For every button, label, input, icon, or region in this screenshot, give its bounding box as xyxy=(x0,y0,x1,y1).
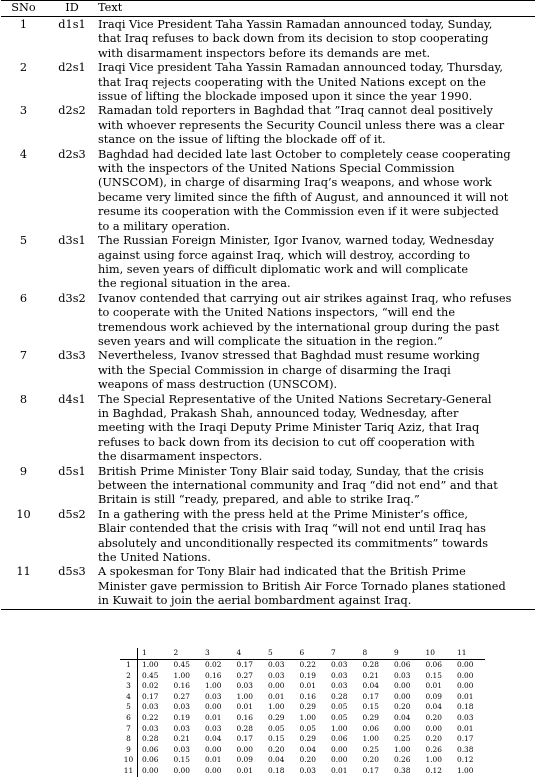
row-sno: 11 xyxy=(1,565,46,609)
text-line: A spokesman for Tony Blair had indicated that the British Prime xyxy=(98,565,466,579)
matrix-cell: 0.04 xyxy=(394,712,411,722)
table-row xyxy=(1,349,535,392)
matrix-cell: 1.00 xyxy=(299,712,316,722)
matrix-cell: 0.06 xyxy=(394,660,411,669)
row-sno: 9 xyxy=(19,464,28,478)
matrix-cell: 0.17 xyxy=(236,660,253,669)
text-line: the regional situation in the area. xyxy=(98,277,291,291)
row-sno: 3 xyxy=(19,104,28,118)
header-id: ID xyxy=(46,1,98,17)
matrix-cell: 0.02 xyxy=(205,660,222,669)
matrix-cell: 0.05 xyxy=(299,723,316,733)
matrix-cell: 0.19 xyxy=(299,670,316,680)
matrix-cell: 0.01 xyxy=(425,681,442,691)
matrix-row xyxy=(120,766,485,777)
text-line: refuses to back down from its decision to cut off cooperation with xyxy=(98,435,475,449)
row-sno: 7 xyxy=(19,349,28,363)
matrix-cell: 0.00 xyxy=(236,744,253,754)
row-text xyxy=(98,17,535,62)
text-line: The Special Representative of the United Nations Secretary-General xyxy=(98,392,492,406)
matrix-cell: 0.29 xyxy=(299,702,316,712)
matrix-cell: 0.04 xyxy=(362,681,379,691)
matrix-row xyxy=(120,681,485,692)
matrix-cell: 1.00 xyxy=(173,670,190,680)
matrix-corner xyxy=(120,648,138,660)
row-id: d3s2 xyxy=(58,291,86,305)
matrix-row-label: 9 xyxy=(120,745,138,756)
matrix-cell: 0.00 xyxy=(425,723,442,733)
row-id: d4s1 xyxy=(58,392,86,406)
text-line: Nevertheless, Ivanov stressed that Baghdad must resume working xyxy=(98,349,480,363)
matrix-cell: 0.03 xyxy=(173,702,190,712)
row-text xyxy=(98,565,535,609)
row-text xyxy=(98,292,535,350)
row-sno: 6 xyxy=(19,291,28,305)
matrix-cell: 0.04 xyxy=(425,702,442,712)
table-row xyxy=(1,508,535,566)
row-text xyxy=(98,148,535,234)
matrix-cell: 0.02 xyxy=(142,681,159,691)
matrix-cell: 0.21 xyxy=(173,734,190,744)
matrix-row-label: 5 xyxy=(120,702,138,713)
row-text xyxy=(98,393,535,465)
text-line: issue of lifting the blockade imposed upon it since the year 1990. xyxy=(98,90,473,104)
table-row xyxy=(1,17,535,62)
matrix-cell: 0.01 xyxy=(236,765,253,775)
matrix-cell: 0.25 xyxy=(394,734,411,744)
matrix-cell: 1.00 xyxy=(394,744,411,754)
matrix-cell: 0.03 xyxy=(173,723,190,733)
text-line: In a gathering with the press held at the Prime Minister’s office, xyxy=(98,507,468,521)
text-line: that Iraq refuses to back down from its decision to stop cooperating xyxy=(98,32,489,46)
similarity-matrix-body xyxy=(120,660,485,777)
row-sno: 10 xyxy=(16,507,31,521)
row-id: d5s2 xyxy=(58,507,86,521)
matrix-cell: 1.00 xyxy=(268,702,285,712)
matrix-row xyxy=(120,660,485,671)
matrix-cell: 0.16 xyxy=(205,670,222,680)
table-row xyxy=(1,61,535,104)
matrix-cell: 0.03 xyxy=(205,723,222,733)
matrix-cell: 1.00 xyxy=(362,734,379,744)
matrix-cell: 1.00 xyxy=(331,723,348,733)
text-line: with the inspectors of the United Nations Special Commission xyxy=(98,162,455,176)
matrix-cell: 0.04 xyxy=(205,734,222,744)
text-line: between the international community and Iraq “did not end” and that xyxy=(98,479,498,492)
matrix-cell: 0.09 xyxy=(236,755,253,765)
matrix-cell: 0.15 xyxy=(268,734,285,744)
text-line: against using force against Iraq, which will destroy, according to xyxy=(98,248,471,262)
matrix-cell: 0.04 xyxy=(299,744,316,754)
matrix-cell: 0.20 xyxy=(425,712,442,722)
matrix-cell: 0.29 xyxy=(299,734,316,744)
row-text xyxy=(98,104,535,147)
row-sno: 1 xyxy=(19,18,28,31)
text-line: Ramadan told reporters in Baghdad that ”Iraq cannot deal positively xyxy=(98,104,493,118)
table-row xyxy=(1,393,535,465)
matrix-cell: 0.27 xyxy=(236,670,253,680)
matrix-cell: 0.01 xyxy=(457,723,474,733)
matrix-row-label: 7 xyxy=(120,724,138,735)
matrix-cell: 0.45 xyxy=(142,670,159,680)
sentence-table-header xyxy=(1,1,535,17)
matrix-cell: 0.20 xyxy=(394,702,411,712)
matrix-cell: 0.28 xyxy=(331,691,348,701)
row-id: d2s2 xyxy=(58,104,86,118)
matrix-col-label: 6 xyxy=(296,648,328,660)
text-line: Blair contended that the crisis with Iraq “will not end until Iraq has xyxy=(98,522,486,536)
matrix-cell: 0.18 xyxy=(268,765,285,775)
table-row xyxy=(1,148,535,234)
matrix-row xyxy=(120,671,485,682)
matrix-cell: 0.17 xyxy=(362,691,379,701)
matrix-cell: 1.00 xyxy=(457,765,474,775)
matrix-cell: 0.01 xyxy=(205,712,222,722)
matrix-cell: 0.20 xyxy=(425,734,442,744)
matrix-cell: 0.38 xyxy=(457,744,474,754)
matrix-col-label: 3 xyxy=(201,648,233,660)
matrix-cell: 0.06 xyxy=(142,755,159,765)
sentence-table xyxy=(1,0,535,610)
matrix-cell: 0.03 xyxy=(268,660,285,669)
matrix-cell: 0.28 xyxy=(142,734,159,744)
matrix-row-label: 8 xyxy=(120,734,138,745)
matrix-row xyxy=(120,734,485,745)
matrix-cell: 0.01 xyxy=(299,681,316,691)
matrix-cell: 0.22 xyxy=(142,712,159,722)
text-line: absolutely and unconditionally respected its commitments” towards xyxy=(98,536,489,550)
matrix-cell: 0.26 xyxy=(425,744,442,754)
matrix-col-label: 4 xyxy=(233,648,265,660)
matrix-col-label: 10 xyxy=(422,648,454,660)
matrix-cell: 0.00 xyxy=(331,744,348,754)
matrix-cell: 0.03 xyxy=(331,670,348,680)
matrix-cell: 0.00 xyxy=(268,681,285,691)
matrix-cell: 0.09 xyxy=(425,691,442,701)
matrix-row-label: 10 xyxy=(120,755,138,766)
sentence-table-body xyxy=(1,17,535,610)
matrix-cell: 1.00 xyxy=(205,681,222,691)
table-row xyxy=(1,292,535,350)
matrix-cell: 0.28 xyxy=(236,723,253,733)
matrix-cell: 0.29 xyxy=(362,712,379,722)
matrix-cell: 0.05 xyxy=(268,723,285,733)
row-text xyxy=(98,508,535,566)
matrix-cell: 0.03 xyxy=(142,723,159,733)
text-line: meeting with the Iraqi Deputy Prime Minister Tariq Aziz, that Iraq xyxy=(98,421,480,435)
text-line: Minister gave permission to British Air Force Tornado planes stationed xyxy=(98,579,506,593)
matrix-row-label: 6 xyxy=(120,713,138,724)
text-line: British Prime Minister Tony Blair said today, Sunday, that the crisis xyxy=(98,464,484,478)
matrix-cell: 0.01 xyxy=(457,691,474,701)
text-line: the disarmament inspectors. xyxy=(98,450,263,464)
text-line: (UNSCOM), in charge of disarming Iraq’s weapons, and whose work xyxy=(98,176,492,190)
text-line: in Kuwait to join the aerial bombardment against Iraq. xyxy=(98,594,412,608)
matrix-row xyxy=(120,692,485,703)
matrix-cell: 0.17 xyxy=(236,734,253,744)
text-line: Ivanov contended that carrying out air strikes against Iraq, who refuses xyxy=(98,291,512,305)
text-line: to cooperate with the United Nations inspectors, “will end the xyxy=(98,306,456,320)
matrix-col-label: 9 xyxy=(390,648,422,660)
matrix-row xyxy=(120,702,485,713)
matrix-cell: 0.01 xyxy=(236,702,253,712)
matrix-cell: 1.00 xyxy=(425,755,442,765)
row-id: d3s1 xyxy=(58,234,86,248)
matrix-cell: 0.03 xyxy=(268,670,285,680)
text-line: stance on the issue of lifting the blockade off of it. xyxy=(98,133,386,147)
text-line: that Iraq rejects cooperating with the United Nations except on the xyxy=(98,75,486,89)
matrix-cell: 0.18 xyxy=(457,702,474,712)
table-row xyxy=(1,234,535,292)
matrix-cell: 0.05 xyxy=(331,712,348,722)
matrix-cell: 0.27 xyxy=(173,691,190,701)
matrix-cell: 0.06 xyxy=(362,723,379,733)
row-text xyxy=(98,465,535,508)
matrix-cell: 0.38 xyxy=(394,765,411,775)
matrix-cell: 0.00 xyxy=(173,765,190,775)
row-id: d1s1 xyxy=(58,18,86,31)
row-id: d2s3 xyxy=(58,147,86,161)
matrix-cell: 0.15 xyxy=(425,670,442,680)
matrix-cell: 0.20 xyxy=(299,755,316,765)
matrix-cell: 0.00 xyxy=(205,702,222,712)
text-line: became very limited since the fifth of August, and announced it will not xyxy=(98,190,509,204)
text-line: in Baghdad, Prakash Shah, announced today, Wednesday, after xyxy=(98,406,459,420)
matrix-row xyxy=(120,724,485,735)
text-line: tremendous work achieved by the international group during the past xyxy=(98,320,500,334)
row-sno: 4 xyxy=(19,147,28,161)
matrix-cell: 0.03 xyxy=(331,681,348,691)
matrix-cell: 0.03 xyxy=(205,691,222,701)
matrix-row-label: 2 xyxy=(120,671,138,682)
matrix-cell: 0.17 xyxy=(142,691,159,701)
matrix-cell: 0.00 xyxy=(457,660,474,669)
matrix-cell: 0.45 xyxy=(173,660,190,669)
text-line: Britain is still “ready, prepared, and able to strike Iraq.” xyxy=(98,493,420,507)
text-line: The Russian Foreign Minister, Igor Ivanov, warned today, Wednesday xyxy=(98,234,494,248)
matrix-cell: 0.26 xyxy=(394,755,411,765)
matrix-cell: 0.01 xyxy=(205,755,222,765)
row-sno: 8 xyxy=(19,392,28,406)
matrix-cell: 0.00 xyxy=(457,681,474,691)
matrix-cell: 0.25 xyxy=(362,744,379,754)
header-text: Text xyxy=(98,1,535,17)
row-id: d3s3 xyxy=(58,349,86,363)
matrix-col-label: 1 xyxy=(138,648,170,660)
matrix-cell: 0.16 xyxy=(173,681,190,691)
matrix-cell: 0.00 xyxy=(142,765,159,775)
matrix-cell: 0.03 xyxy=(173,744,190,754)
text-line: Iraqi Vice president Taha Yassin Ramadan announced today, Thursday, xyxy=(98,61,503,75)
matrix-cell: 0.21 xyxy=(362,670,379,680)
matrix-row xyxy=(120,745,485,756)
matrix-cell: 0.28 xyxy=(362,660,379,669)
text-line: Iraqi Vice President Taha Yassin Ramadan announced today, Sunday, xyxy=(98,18,493,31)
matrix-cell: 0.00 xyxy=(205,765,222,775)
table-row xyxy=(1,565,535,609)
matrix-cell: 0.00 xyxy=(394,691,411,701)
matrix-cell: 0.03 xyxy=(236,681,253,691)
matrix-cell: 0.00 xyxy=(394,681,411,691)
header-sno: SNo xyxy=(1,1,46,17)
matrix-cell: 0.00 xyxy=(394,723,411,733)
text-line: Baghdad had decided late last October to completely cease cooperating xyxy=(98,147,511,161)
table-row xyxy=(1,104,535,147)
matrix-cell: 0.12 xyxy=(457,755,474,765)
text-line: the United Nations. xyxy=(98,551,211,565)
matrix-cell: 0.03 xyxy=(394,670,411,680)
matrix-cell: 0.16 xyxy=(299,691,316,701)
matrix-row-label: 3 xyxy=(120,681,138,692)
matrix-row-label: 11 xyxy=(120,766,138,777)
matrix-cell: 0.12 xyxy=(425,765,442,775)
row-text xyxy=(98,234,535,292)
text-line: with whoever represents the Security Council unless there was a clear xyxy=(98,118,505,132)
matrix-row-label: 1 xyxy=(120,660,138,671)
text-line: resume its cooperation with the Commission even if it were subjected xyxy=(98,205,499,219)
text-line: with the Special Commission in charge of disarming the Iraqi xyxy=(98,363,451,377)
row-sno: 2 xyxy=(19,61,28,75)
matrix-cell: 0.17 xyxy=(457,734,474,744)
matrix-row xyxy=(120,755,485,766)
matrix-cell: 1.00 xyxy=(142,660,159,669)
row-id: d5s1 xyxy=(58,464,86,478)
matrix-col-label: 5 xyxy=(264,648,296,660)
matrix-row xyxy=(120,713,485,724)
row-text xyxy=(98,349,535,392)
matrix-cell: 0.00 xyxy=(457,670,474,680)
matrix-cell: 0.29 xyxy=(268,712,285,722)
text-line: him, seven years of difficult diplomatic work and will complicate xyxy=(98,262,469,276)
matrix-cell: 0.05 xyxy=(331,702,348,712)
matrix-cell: 0.15 xyxy=(362,702,379,712)
row-id: d2s1 xyxy=(58,61,86,75)
matrix-cell: 0.01 xyxy=(268,691,285,701)
similarity-matrix xyxy=(120,648,485,777)
text-line: to a military operation. xyxy=(98,219,231,233)
matrix-cell: 0.06 xyxy=(331,734,348,744)
matrix-cell: 0.03 xyxy=(457,712,474,722)
text-line: weapons of mass destruction (UNSCOM). xyxy=(98,378,338,392)
row-id: d5s3 xyxy=(46,565,98,609)
matrix-cell: 0.19 xyxy=(173,712,190,722)
matrix-cell: 0.06 xyxy=(425,660,442,669)
row-sno: 5 xyxy=(19,234,28,248)
matrix-cell: 0.00 xyxy=(205,744,222,754)
matrix-cell: 0.03 xyxy=(331,660,348,669)
matrix-col-label: 8 xyxy=(359,648,391,660)
matrix-cell: 0.04 xyxy=(268,755,285,765)
matrix-cell: 0.03 xyxy=(299,765,316,775)
matrix-cell: 1.00 xyxy=(236,691,253,701)
matrix-cell: 0.06 xyxy=(142,744,159,754)
matrix-col-label: 7 xyxy=(327,648,359,660)
matrix-cell: 0.03 xyxy=(142,702,159,712)
matrix-cell: 0.00 xyxy=(331,755,348,765)
matrix-col-label: 2 xyxy=(170,648,202,660)
matrix-row-label: 4 xyxy=(120,692,138,703)
text-line: seven years and will complicate the situation in the region.” xyxy=(98,334,443,348)
table-row xyxy=(1,465,535,508)
matrix-cell: 0.17 xyxy=(362,765,379,775)
text-line: with disarmament inspectors before its demands are met. xyxy=(98,46,431,60)
matrix-col-label: 11 xyxy=(453,648,485,660)
matrix-cell: 0.22 xyxy=(299,660,316,669)
matrix-cell: 0.16 xyxy=(236,712,253,722)
similarity-matrix-header xyxy=(120,648,485,660)
matrix-cell: 0.20 xyxy=(362,755,379,765)
matrix-cell: 0.20 xyxy=(268,744,285,754)
matrix-cell: 0.01 xyxy=(331,765,348,775)
matrix-cell: 0.15 xyxy=(173,755,190,765)
row-text xyxy=(98,61,535,104)
